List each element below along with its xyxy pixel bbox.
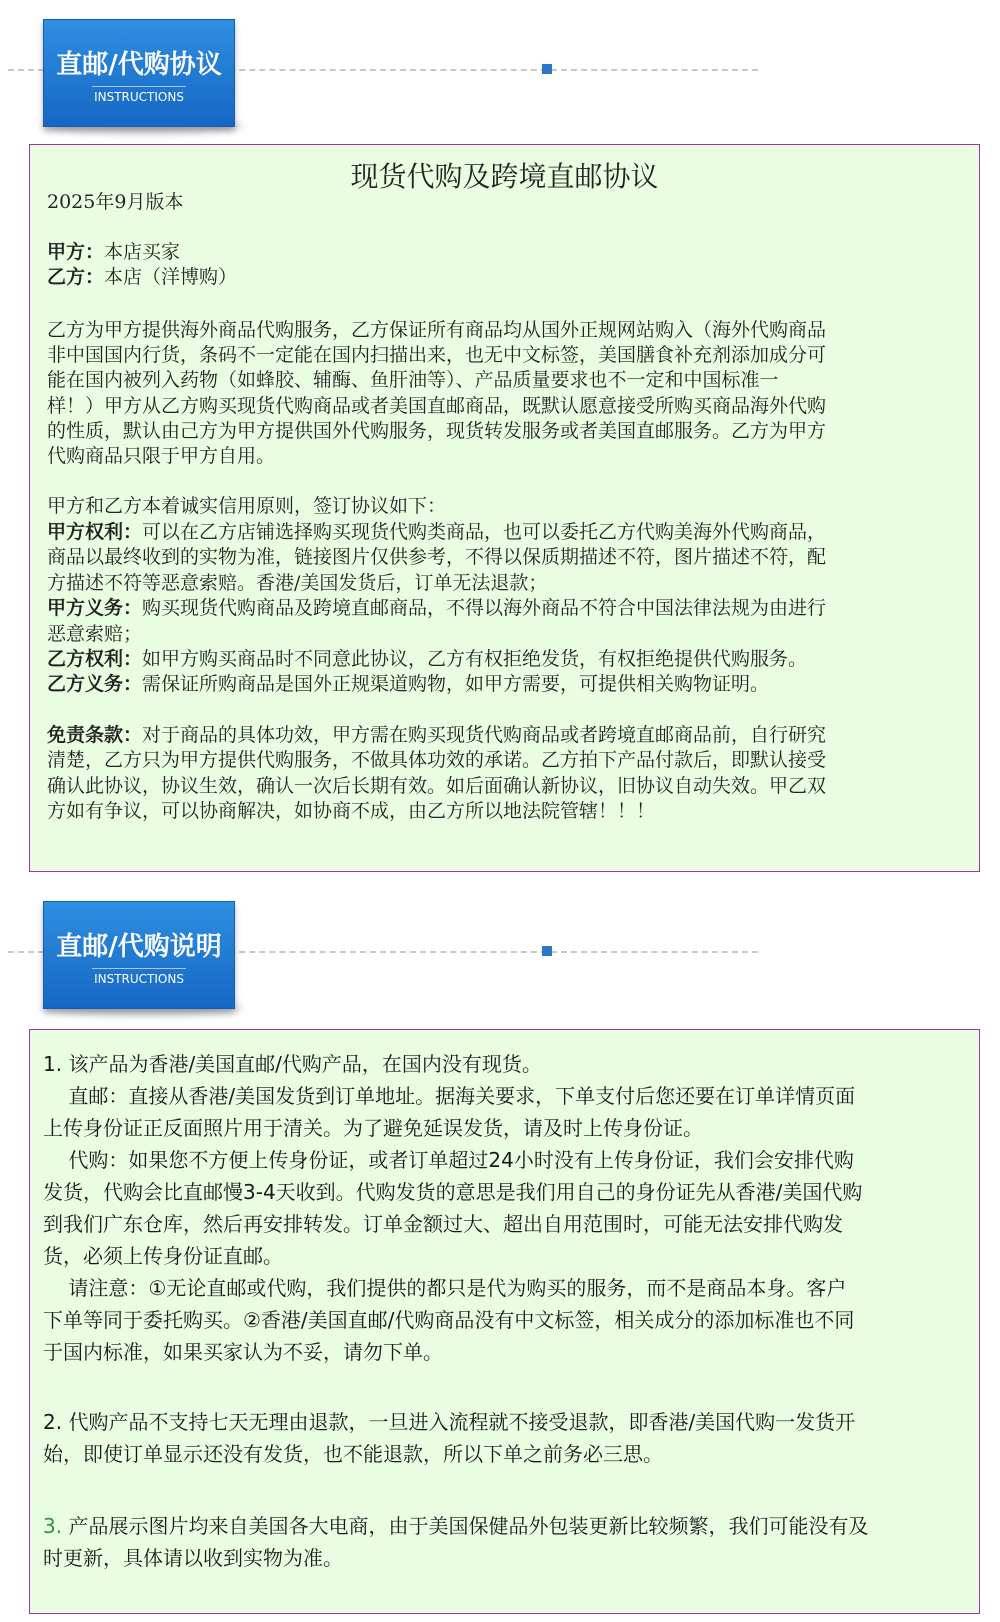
note-3: [43, 1510, 868, 1539]
badge-rule: [92, 968, 186, 969]
note-line: 2. 代购产品不支持七天无理由退款，一旦进入流程就不接受退款，即香港/美国代购一发货开: [43, 1410, 856, 1434]
b-rights: [47, 644, 807, 671]
intro-line: 的性质，默认由己方为甲方提供国外代购服务，现货转发服务或者美国直邮服务。乙方为甲方: [47, 420, 827, 442]
a-rights-text: 可以在乙方店铺选择购买现货代购类商品，也可以委托乙方代购美海外代购商品，: [142, 521, 827, 543]
a-duties: [47, 593, 826, 620]
note-line: 发货，代购会比直邮慢3-4天收到。代购发货的意思是我们用自己的身份证先从香港/美国代购: [43, 1180, 863, 1204]
a-duties-text: 购买现货代购商品及跨境直邮商品，不得以海外商品不符合中国法律法规为由进行: [142, 597, 827, 619]
b-duties-label: 乙方义务：: [47, 673, 143, 695]
a-rights-line: 商品以最终收到的实物为准，链接图片仅供参考，不得以保质期描述不符，图片描述不符，配: [47, 546, 827, 568]
note-line: 下单等同于委托购买。②香港/美国直邮/代购商品没有中文标签，相关成分的添加标准也不同: [43, 1308, 855, 1332]
intro-line: 乙方为甲方提供海外商品代购服务，乙方保证所有商品均从国外正规网站购入（海外代购商品: [47, 319, 827, 341]
agreement-box: [29, 144, 980, 872]
notes-box: [29, 1029, 980, 1614]
agreement-version: 2025年9月版本: [47, 191, 184, 213]
intro-line: 样！）甲方从乙方购买现货代购商品或者美国直邮商品，既默认愿意接受所购买商品海外代购: [47, 395, 827, 417]
note-line: 时更新，具体请以收到实物为准。: [43, 1546, 343, 1570]
badge-rule: [92, 86, 186, 87]
note-line: 直邮：直接从香港/美国发货到订单地址。据海关要求，下单支付后您还要在订单详情页面: [43, 1084, 856, 1108]
badge-title: 直邮/代购协议: [56, 50, 222, 80]
badge-subtitle: INSTRUCTIONS: [94, 972, 184, 986]
note-line: 于国内标准，如果买家认为不妥，请勿下单。: [43, 1340, 443, 1364]
divider-marker: [542, 946, 552, 956]
note-3-number: 3.: [43, 1514, 63, 1538]
badge-subtitle: INSTRUCTIONS: [94, 90, 184, 104]
section-header-agreement: [0, 0, 1000, 120]
note-line: 上传身份证正反面照片用于清关。为了避免延误发货，请及时上传身份证。: [43, 1116, 703, 1140]
section-badge: [43, 19, 235, 127]
party-b-value: 本店（洋博购）: [104, 266, 238, 288]
note-line: 1. 该产品为香港/美国直邮/代购产品，在国内没有现货。: [43, 1052, 542, 1076]
note-line: 始，即使订单显示还没有发货，也不能退款，所以下单之前务必三思。: [43, 1442, 663, 1466]
intro-line: 能在国内被列入药物（如蜂胶、辅酶、鱼肝油等）、产品质量要求也不一定和中国标准一: [47, 369, 779, 391]
intro-line: 代购商品只限于甲方自用。: [47, 445, 276, 467]
b-rights-text: 如甲方购买商品时不同意此协议，乙方有权拒绝发货，有权拒绝提供代购服务。: [142, 648, 808, 670]
party-a-label: 甲方：: [47, 241, 105, 263]
note-3-text: 产品展示图片均来自美国各大电商，由于美国保健品外包装更新比较频繁，我们可能没有及: [62, 1514, 869, 1538]
b-rights-label: 乙方权利：: [47, 648, 143, 670]
party-b: [47, 262, 237, 289]
divider-marker: [542, 64, 552, 74]
disclaimer: [47, 720, 826, 747]
a-rights-line: 方描述不符等恶意索赔。香港/美国发货后，订单无法退款；: [47, 572, 548, 594]
badge-title: 直邮/代购说明: [56, 932, 222, 962]
principle-line: 甲方和乙方本着诚实信用原则，签订协议如下：: [47, 495, 447, 517]
note-line: 到我们广东仓库，然后再安排转发。订单金额过大、超出自用范围时，可能无法安排代购发: [43, 1212, 843, 1236]
disclaimer-line: 清楚，乙方只为甲方提供代购服务，不做具体功效的承诺。乙方拍下产品付款后，即默认接受: [47, 749, 827, 771]
agreement-title: 现货代购及跨境直邮协议: [350, 160, 659, 193]
section-header-notes: [0, 882, 1000, 1002]
section-badge: [43, 901, 235, 1009]
party-a: [47, 237, 180, 264]
disclaimer-line: 确认此协议，协议生效，确认一次后长期有效。如后面确认新协议，旧协议自动失效。甲乙双: [47, 775, 827, 797]
note-line: 请注意：①无论直邮或代购，我们提供的都只是代为购买的服务，而不是商品本身。客户: [43, 1276, 847, 1300]
b-duties-text: 需保证所购商品是国外正规渠道购物，如甲方需要，可提供相关购物证明。: [142, 673, 770, 695]
disclaimer-label: 免责条款：: [47, 724, 143, 746]
a-rights-label: 甲方权利：: [47, 521, 143, 543]
b-duties: [47, 669, 769, 696]
note-line: 货，必须上传身份证直邮。: [43, 1244, 283, 1268]
intro-line: 非中国国内行货，条码不一定能在国内扫描出来，也无中文标签，美国膳食补充剂添加成分可: [47, 344, 827, 366]
disclaimer-text: 对于商品的具体功效，甲方需在购买现货代购商品或者跨境直邮商品前，自行研究: [142, 724, 827, 746]
a-rights: [47, 517, 826, 544]
note-line: 代购：如果您不方便上传身份证，或者订单超过24小时没有上传身份证，我们会安排代购: [43, 1148, 854, 1172]
a-duties-label: 甲方义务：: [47, 597, 143, 619]
a-duties-line: 恶意索赔；: [47, 623, 143, 645]
party-b-label: 乙方：: [47, 266, 105, 288]
party-a-value: 本店买家: [104, 241, 181, 263]
disclaimer-line: 方如有争议，可以协商解决，如协商不成，由乙方所以地法院管辖！！！: [47, 800, 656, 822]
